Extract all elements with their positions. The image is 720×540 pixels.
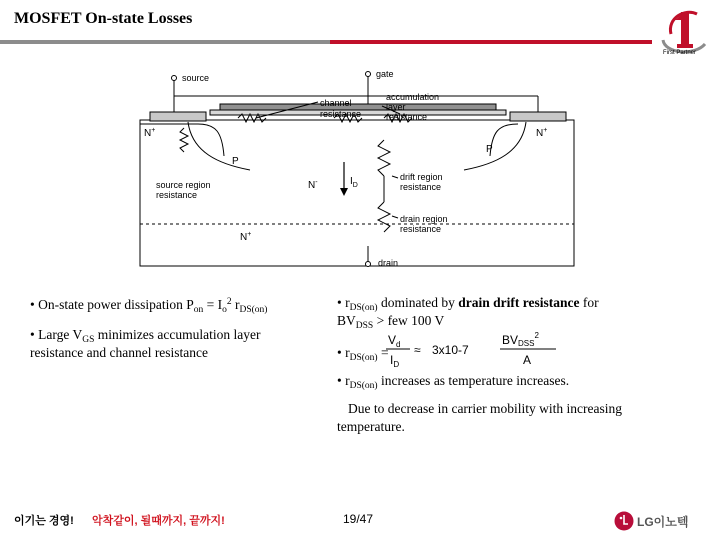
formula-coef: 3x10-7 bbox=[432, 343, 469, 357]
label-accum-2: layer bbox=[386, 102, 406, 112]
label-source-region-1: source region bbox=[156, 180, 211, 190]
label-source-region-2: resistance bbox=[156, 190, 198, 200]
label-drain-region-2: resistance bbox=[400, 224, 442, 234]
label-drain-region-1: drain region bbox=[400, 214, 448, 224]
label-nplus-left: N+ bbox=[144, 127, 156, 139]
label-accum-1: accumulation bbox=[386, 92, 440, 102]
label-channel-1: channel bbox=[320, 98, 352, 108]
right-bullet-2: • $r_{DS(on)}$ = bbox=[337, 345, 389, 363]
lg-innotek-logo bbox=[614, 510, 700, 532]
right-paragraph-4: Due to decrease in carrier mobility with increasing temperature. bbox=[337, 401, 623, 434]
formula-a: A bbox=[523, 353, 532, 367]
title-rule-red bbox=[330, 40, 652, 44]
label-nminus: N- bbox=[308, 179, 318, 191]
label-gate: gate bbox=[376, 69, 394, 79]
formula-bv: BVDSS$^2$ bbox=[502, 331, 539, 348]
label-nplus-right: N+ bbox=[536, 127, 548, 139]
rds-formula bbox=[380, 330, 570, 370]
label-channel-2: resistance bbox=[320, 109, 362, 119]
page-title: MOSFET On-state Losses bbox=[14, 10, 193, 27]
title-rule-gray bbox=[0, 40, 330, 44]
right-bullet-1: • $r_{DS(on)}$ dominated by drain drift resistance for $BV_{DSS}$ > few 100 V bbox=[337, 295, 599, 331]
label-p-right: P bbox=[486, 144, 493, 155]
left-bullet-2: • Large $V_{GS}$ minimizes accumulation layer resistance and channel resistance bbox=[30, 327, 261, 360]
left-bullet-1: • On-state power dissipation $P_{on} = I_o^2$ $r_{DS(on)}$ bbox=[30, 297, 268, 315]
page-number: 19/47 bbox=[343, 512, 374, 526]
label-id: $I_D$ bbox=[350, 176, 358, 189]
right-bullet-3: • $r_{DS(on)}$ increases as temperature increases. bbox=[337, 373, 570, 391]
label-drift-2: resistance bbox=[400, 182, 442, 192]
formula-vd: $V_d$ bbox=[388, 333, 401, 349]
formula-id: $I_D$ bbox=[390, 353, 400, 369]
lg-brand-text: LG이노텍 bbox=[637, 515, 689, 529]
logo-caption: First Partner bbox=[663, 50, 697, 56]
label-nplus-bottom: N+ bbox=[240, 231, 252, 243]
mosfet-diagram bbox=[138, 66, 578, 270]
footer-slogan: 이기는 경영! bbox=[14, 515, 74, 527]
formula-approx: ≈ bbox=[414, 343, 421, 357]
label-source: source bbox=[182, 73, 210, 83]
footer-motto: 악착같이, 될때까지, 끝까지! bbox=[92, 515, 225, 527]
label-accum-3: resistance bbox=[386, 112, 428, 122]
label-drift-1: drift region bbox=[400, 172, 443, 182]
label-drain: drain bbox=[378, 258, 399, 268]
label-p-left: P bbox=[232, 156, 239, 167]
